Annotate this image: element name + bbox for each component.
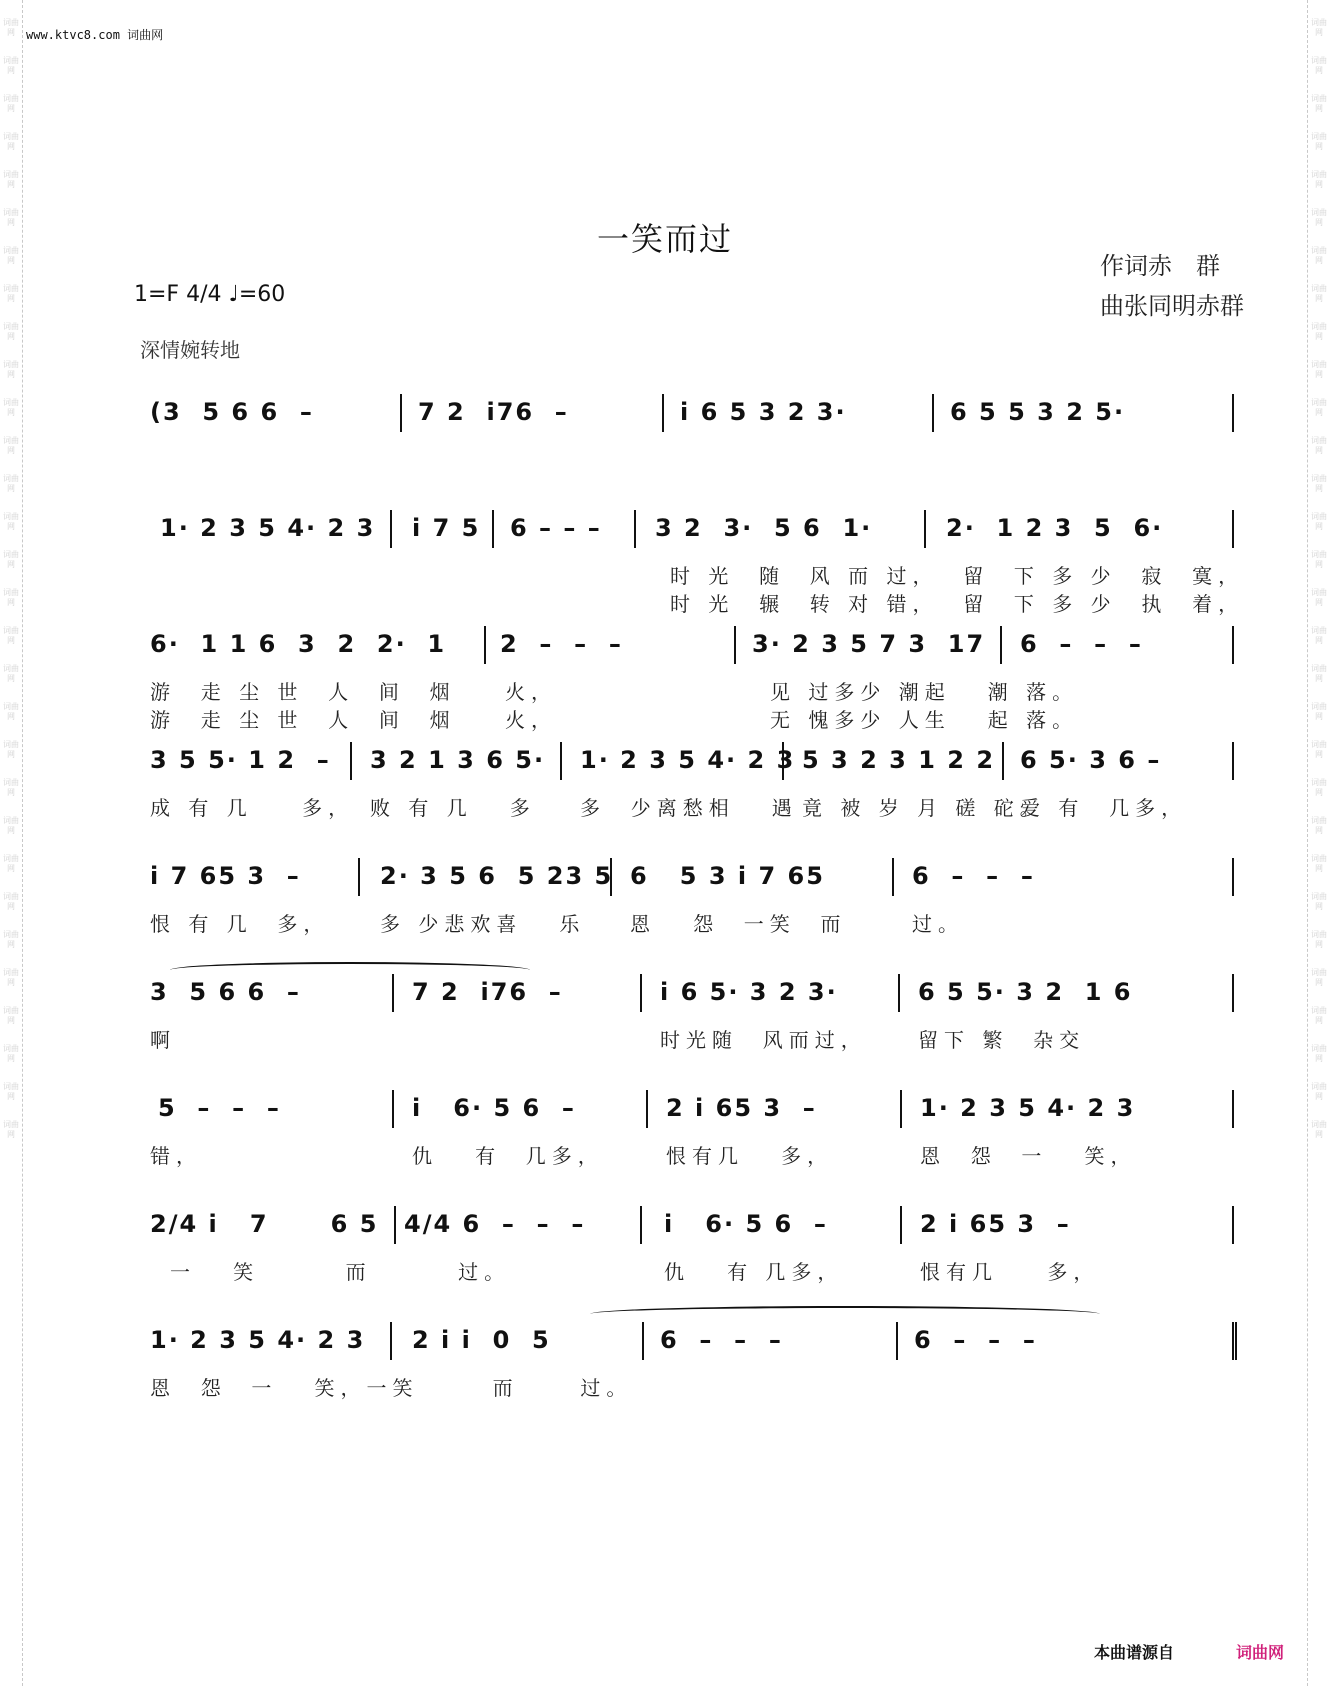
barline xyxy=(392,974,394,1012)
score-system xyxy=(150,506,1245,622)
watermark-text: 词曲网 xyxy=(1311,436,1327,455)
watermark-text: 词曲网 xyxy=(1311,284,1327,303)
watermark-text: 词曲网 xyxy=(3,588,19,607)
footer-site[interactable]: 词曲网 xyxy=(1236,1643,1285,1662)
watermark-text: 词曲网 xyxy=(1311,132,1327,151)
watermark-text: 词曲网 xyxy=(3,740,19,759)
measure-notes: 3 2 1 3 6 5· xyxy=(370,746,546,774)
watermark-text: 词曲网 xyxy=(3,930,19,949)
measure-notes: i 7 65 3 – xyxy=(150,862,301,890)
watermark-text: 词曲网 xyxy=(1311,1006,1327,1025)
lyric-line: 恩 怨 一笑 而 xyxy=(630,912,847,936)
watermark-text: 词曲网 xyxy=(3,778,19,797)
lyric-line: 恨有几 多， xyxy=(920,1260,1100,1284)
watermark-text: 词曲网 xyxy=(1311,1044,1327,1063)
note-line xyxy=(150,854,1240,900)
song-title: 一笑而过 xyxy=(596,220,733,258)
measure-notes: i 6 5· 3 2 3· xyxy=(660,978,838,1006)
measure-notes: 2 i i 0 5 xyxy=(412,1326,551,1354)
measure-notes: 6 5 5 3 2 5· xyxy=(950,398,1126,426)
watermark-text: 词曲网 xyxy=(1311,94,1327,113)
barline xyxy=(358,858,360,896)
barline xyxy=(1000,626,1002,664)
watermark-text: 词曲网 xyxy=(3,56,19,75)
lyric-line: 仇 有 几多， xyxy=(664,1260,844,1284)
phrase-slur xyxy=(170,962,530,978)
watermark-text: 词曲网 xyxy=(1311,626,1327,645)
lyric-line: 恩 怨 一 笑，一笑 而 过。 xyxy=(150,1376,633,1400)
watermark-text: 词曲网 xyxy=(1311,1120,1327,1139)
barline xyxy=(394,1206,396,1244)
score-system xyxy=(150,970,1240,1086)
watermark-text: 词曲网 xyxy=(1311,550,1327,569)
watermark-text: 词曲网 xyxy=(3,1082,19,1101)
measure-notes: 3 5 5· 1 2 – xyxy=(150,746,331,774)
barline xyxy=(734,626,736,664)
watermark-text: 词曲网 xyxy=(3,1006,19,1025)
lyric-line: 恨有几 多， xyxy=(666,1144,834,1168)
barline xyxy=(924,510,926,548)
watermark-text: 词曲网 xyxy=(1311,702,1327,721)
measure-notes: 6 – – – xyxy=(914,1326,1037,1354)
lyric-line: 败 有 几 多 xyxy=(370,796,536,820)
barline xyxy=(782,742,784,780)
score-system xyxy=(150,622,1240,738)
score-system xyxy=(150,854,1240,970)
barline xyxy=(1232,1206,1234,1244)
barline xyxy=(1232,858,1234,896)
lyric-line: 游 走 尘 世 人 间 烟 火， xyxy=(150,708,558,732)
watermark-text: 词曲网 xyxy=(1311,968,1327,987)
measure-notes: 7 2 i76 – xyxy=(412,978,563,1006)
watermark-text: 词曲网 xyxy=(1311,56,1327,75)
barline xyxy=(1002,742,1004,780)
lyric-line: 过。 xyxy=(912,912,964,936)
measure-notes: 6 5· 3 6 – xyxy=(1020,746,1162,774)
site-url[interactable]: www.ktvc8.com 词曲网 xyxy=(26,28,164,42)
watermark-text: 词曲网 xyxy=(3,208,19,227)
barline xyxy=(900,1206,902,1244)
measure-notes: i 6 5 3 2 3· xyxy=(680,398,847,426)
barline xyxy=(1232,1322,1241,1360)
measure-notes: 1· 2 3 5 4· 2 3 xyxy=(160,514,376,542)
measure-notes: 2 – – – xyxy=(500,630,623,658)
watermark-text: 词曲网 xyxy=(3,626,19,645)
measure-notes: 2/4 i 7 6 5 xyxy=(150,1210,379,1238)
barline xyxy=(560,742,562,780)
phrase-slur xyxy=(590,1306,1100,1322)
measure-notes: (3 5 6 6 – xyxy=(150,398,314,426)
lyric-line: 留下 繁 杂交 xyxy=(918,1028,1086,1052)
watermark-text: 词曲网 xyxy=(3,18,19,37)
score xyxy=(150,390,1245,1434)
lyric-line: 恩 怨 一 笑， xyxy=(920,1144,1137,1168)
measure-notes: 6 – – – xyxy=(1020,630,1143,658)
lyric-line: 游 走 尘 世 人 间 烟 火， xyxy=(150,680,558,704)
barline xyxy=(1232,394,1234,432)
lyricist: 作词赤 群 xyxy=(1100,252,1220,280)
watermark-text: 词曲网 xyxy=(1311,246,1327,265)
measure-notes: i 6· 5 6 – xyxy=(412,1094,576,1122)
barline xyxy=(1232,510,1234,548)
watermark-text: 词曲网 xyxy=(3,322,19,341)
barline xyxy=(390,510,392,548)
watermark-text: 词曲网 xyxy=(3,816,19,835)
note-line xyxy=(150,1318,1240,1364)
barline xyxy=(896,1322,898,1360)
barline xyxy=(1232,626,1234,664)
lyric-line: 无 愧多少 人生 起 落。 xyxy=(770,708,1079,732)
barline xyxy=(610,858,612,896)
watermark-text: 词曲网 xyxy=(1311,360,1327,379)
measure-notes: 6 – – – xyxy=(660,1326,783,1354)
barline xyxy=(642,1322,644,1360)
score-system xyxy=(150,1318,1240,1434)
note-line xyxy=(150,1086,1240,1132)
measure-notes: 6 – – – xyxy=(510,514,602,542)
watermark-text: 词曲网 xyxy=(1311,398,1327,417)
barline xyxy=(1232,974,1234,1012)
watermark-text: 词曲网 xyxy=(1311,816,1327,835)
watermark-text: 词曲网 xyxy=(1311,588,1327,607)
note-line xyxy=(150,506,1240,552)
lyric-line: 错， xyxy=(150,1144,202,1168)
watermark-text: 词曲网 xyxy=(3,1044,19,1063)
watermark-text: 词曲网 xyxy=(1311,18,1327,37)
score-system xyxy=(150,1202,1240,1318)
barline xyxy=(646,1090,648,1128)
measure-notes: 6· 1 1 6 3 2 2· 1 xyxy=(150,630,447,658)
lyric-line: 啊 xyxy=(150,1028,176,1052)
measure-notes: 5 3 2 3 1 2 2 xyxy=(802,746,996,774)
watermark-text: 词曲网 xyxy=(3,702,19,721)
measure-notes: 6 5 3 i 7 65 xyxy=(630,862,825,890)
barline xyxy=(390,1322,392,1360)
watermark-text: 词曲网 xyxy=(3,436,19,455)
barline xyxy=(400,394,402,432)
lyric-line: 仇 有 几多， xyxy=(412,1144,604,1168)
watermark-text: 词曲网 xyxy=(3,1120,19,1139)
measure-notes: 7 2 i76 – xyxy=(418,398,569,426)
barline xyxy=(634,510,636,548)
watermark-text: 词曲网 xyxy=(1311,474,1327,493)
measure-notes: 3 5 6 6 – xyxy=(150,978,301,1006)
barline xyxy=(484,626,486,664)
watermark-text: 词曲网 xyxy=(1311,892,1327,911)
note-line xyxy=(150,622,1240,668)
measure-notes: 5 – – – xyxy=(158,1094,281,1122)
watermark-text: 词曲网 xyxy=(3,132,19,151)
note-line xyxy=(150,390,1240,436)
watermark-text: 词曲网 xyxy=(1311,512,1327,531)
watermark-text: 词曲网 xyxy=(3,94,19,113)
barline xyxy=(640,1206,642,1244)
barline xyxy=(392,1090,394,1128)
watermark-text: 词曲网 xyxy=(3,512,19,531)
watermark-text: 词曲网 xyxy=(1311,664,1327,683)
measure-notes: 2 i 65 3 – xyxy=(920,1210,1071,1238)
measure-notes: i 7 5 xyxy=(412,514,481,542)
watermark-text: 词曲网 xyxy=(3,474,19,493)
watermark-text: 词曲网 xyxy=(3,854,19,873)
barline xyxy=(932,394,934,432)
watermark-text: 词曲网 xyxy=(3,892,19,911)
watermark-text: 词曲网 xyxy=(1311,322,1327,341)
watermark-text: 词曲网 xyxy=(3,398,19,417)
lyric-line: 竟 被 岁 月 磋 砣。 xyxy=(802,796,1046,820)
measure-notes: 2· 3 5 6 5 23 5 xyxy=(380,862,614,890)
key-signature: 1=F 4/4 ♩=60 xyxy=(134,282,286,307)
score-system xyxy=(150,1086,1240,1202)
lyric-line: 成 有 几 多， xyxy=(150,796,355,820)
credits xyxy=(1100,246,1244,326)
barline xyxy=(900,1090,902,1128)
barline xyxy=(892,858,894,896)
measure-notes: 6 – – – xyxy=(912,862,1035,890)
lyric-line: 时 光 随 风 而 过， 留 下 多 少 寂 寞， xyxy=(670,564,1245,588)
lyric-line: 多 少悲欢喜 乐 xyxy=(380,912,586,936)
barline xyxy=(350,742,352,780)
lyric-line: 恨 有 几 多， xyxy=(150,912,330,936)
barline xyxy=(640,974,642,1012)
lyric-line: 见 过多少 潮起 潮 落。 xyxy=(770,680,1079,704)
lyric-line: 时 光 辗 转 对 错， 留 下 多 少 执 着， xyxy=(670,592,1245,616)
barline xyxy=(1232,1090,1234,1128)
measure-notes: 1· 2 3 5 4· 2 3 xyxy=(920,1094,1136,1122)
watermark-text: 词曲网 xyxy=(3,360,19,379)
watermark-text: 词曲网 xyxy=(3,246,19,265)
watermark-text: 词曲网 xyxy=(3,550,19,569)
barline xyxy=(898,974,900,1012)
footer-source: 本曲谱源自 xyxy=(1094,1643,1175,1662)
measure-notes: 4/4 6 – – – xyxy=(404,1210,586,1238)
watermark-text: 词曲网 xyxy=(3,284,19,303)
score-system xyxy=(150,738,1240,854)
expression-marking: 深情婉转地 xyxy=(140,338,240,362)
barline xyxy=(1232,742,1234,780)
watermark-text: 词曲网 xyxy=(1311,208,1327,227)
measure-notes: 2· 1 2 3 5 6· xyxy=(946,514,1164,542)
lyric-line: 一 笑 而 过。 xyxy=(170,1260,511,1284)
measure-notes: 2 i 65 3 – xyxy=(666,1094,817,1122)
watermark-text: 词曲网 xyxy=(1311,930,1327,949)
measure-notes: 1· 2 3 5 4· 2 3 xyxy=(580,746,796,774)
lyric-line: 时光随 风而过， xyxy=(660,1028,867,1052)
watermark-text: 词曲网 xyxy=(1311,740,1327,759)
lyric-line: 爱 有 几多， xyxy=(1020,796,1188,820)
watermark-text: 词曲网 xyxy=(1311,170,1327,189)
watermark-text: 词曲网 xyxy=(1311,778,1327,797)
note-line xyxy=(150,738,1240,784)
measure-notes: 6 5 5· 3 2 1 6 xyxy=(918,978,1133,1006)
note-line xyxy=(150,1202,1240,1248)
watermark-text: 词曲网 xyxy=(3,170,19,189)
measure-notes: 3· 2 3 5 7 3 17 xyxy=(752,630,986,658)
measure-notes: 1· 2 3 5 4· 2 3 xyxy=(150,1326,366,1354)
watermark-text: 词曲网 xyxy=(3,968,19,987)
barline xyxy=(662,394,664,432)
watermark-text: 词曲网 xyxy=(1311,854,1327,873)
measure-notes: i 6· 5 6 – xyxy=(664,1210,828,1238)
watermark-text: 词曲网 xyxy=(3,664,19,683)
score-system xyxy=(150,390,1240,506)
watermark-text: 词曲网 xyxy=(1311,1082,1327,1101)
measure-notes: 3 2 3· 5 6 1· xyxy=(655,514,873,542)
lyric-line: 多 少离愁相 遇 xyxy=(580,796,798,820)
composer: 曲张同明赤群 xyxy=(1100,292,1244,320)
barline xyxy=(492,510,494,548)
